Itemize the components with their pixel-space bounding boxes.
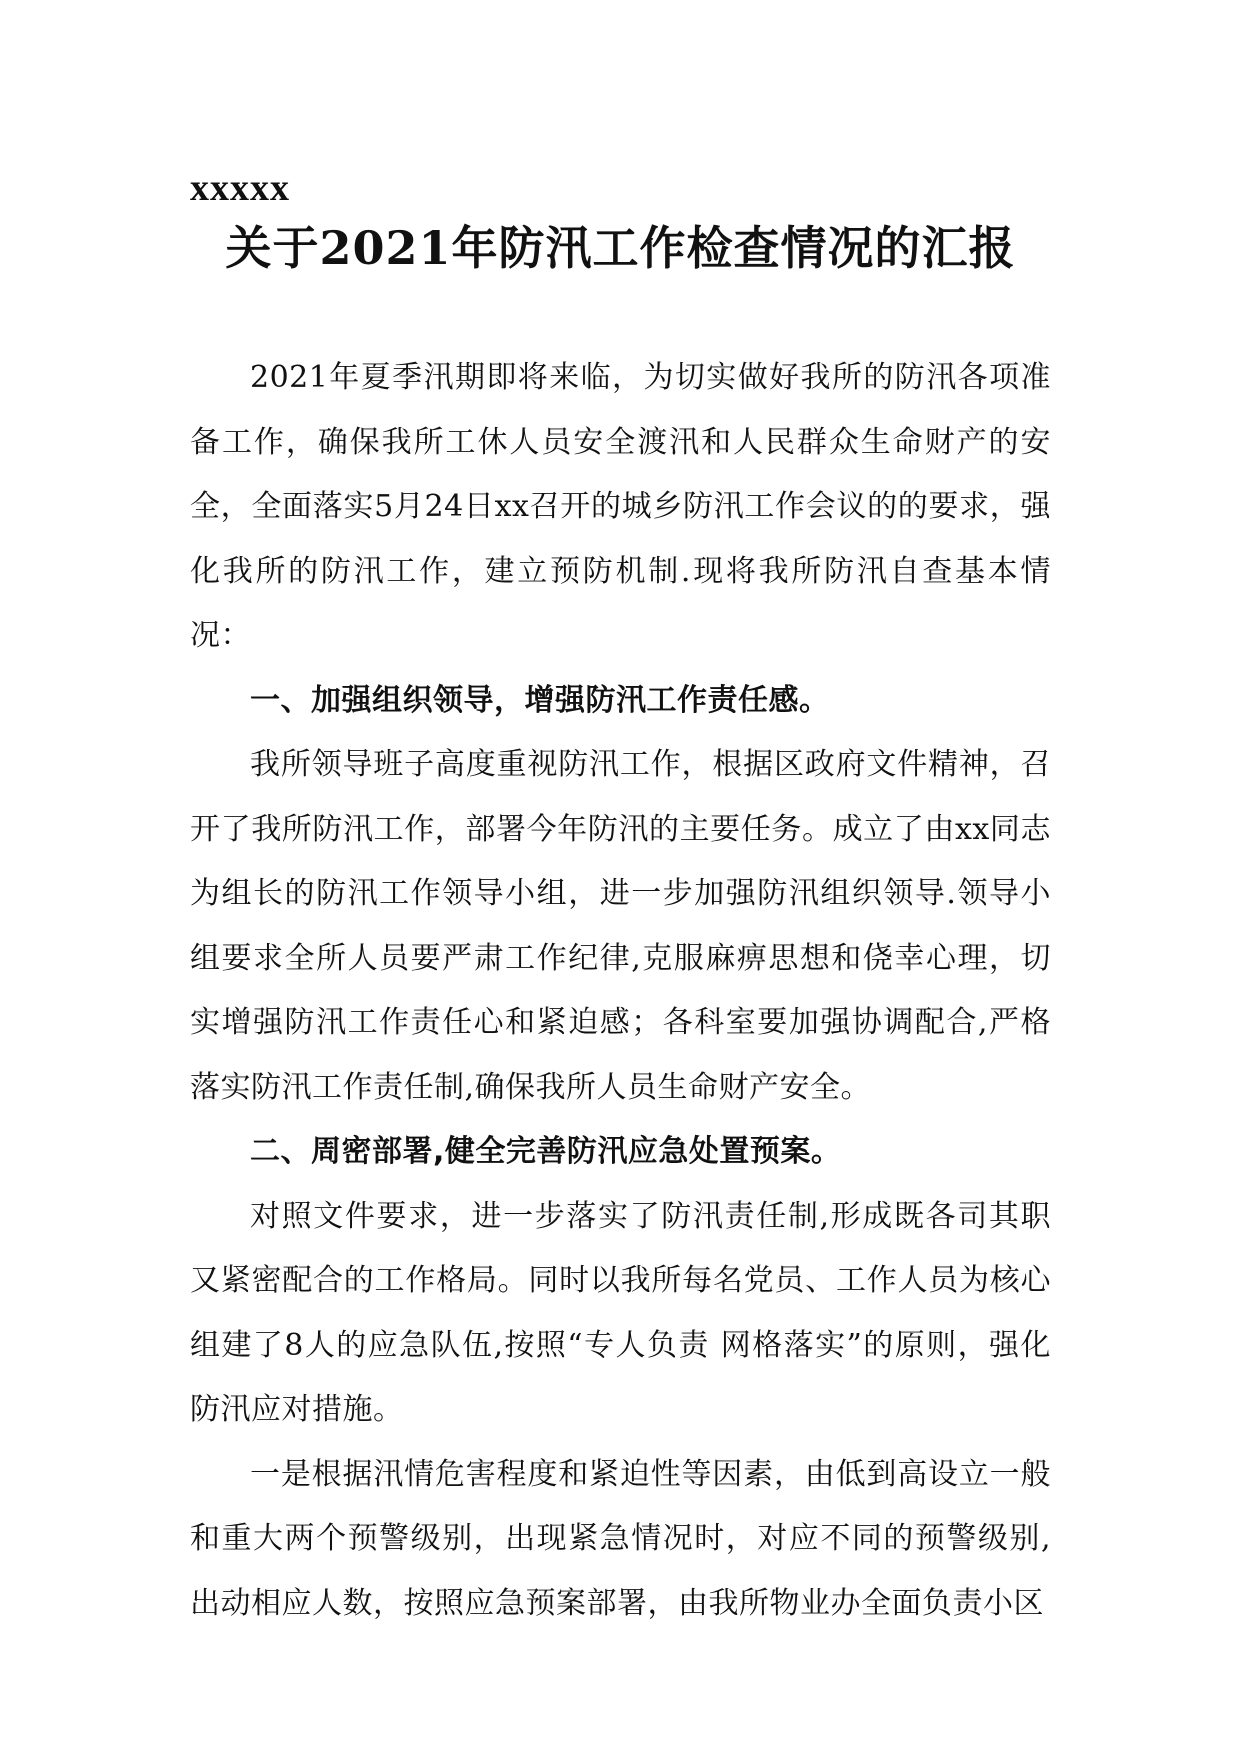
intro-paragraph: 2021年夏季汛期即将来临，为切实做好我所的防汛各项准备工作，确保我所工休人员安全渡汛和人民群众生命财产的安全，全面落实5月24日xx召开的城乡防汛工作会议的的要求，强化我所的防汛工作，建立预防机制.现将我所防汛自查基本情况： [190, 360, 1051, 653]
section-heading-2: 二、周密部署,健全完善防汛应急处置预案。 [250, 1134, 842, 1169]
section-heading-1: 一、加强组织领导，增强防汛工作责任感。 [250, 682, 830, 718]
document-title: 关于2021年防汛工作检查情况的汇报 [225, 221, 1016, 275]
organization-name: xxxxx [190, 167, 290, 209]
section-2-paragraph: 对照文件要求，进一步落实了防汛责任制,形成既各司其职又紧密配合的工作格局。同时以我所每名党员、工作人员为核心组建了8人的应急队伍,按照“专人负责 网格落实”的原则，强化防汛应对措施。 [190, 1198, 1051, 1427]
document-body [190, 346, 1051, 1636]
section-1-paragraph: 我所领导班子高度重视防汛工作，根据区政府文件精神，召开了我所防汛工作，部署今年防汛的主要任务。成立了由xx同志为组长的防汛工作领导小组，进一步加强防汛组织领导.领导小组要求全所人员要严肃工作纪律,克服麻痹思想和侥幸心理，切实增强防汛工作责任心和紧迫感；各科室要加强协调配合,严格落实防汛工作责任制,确保我所人员生命财产安全。 [190, 747, 1051, 1105]
section-2-paragraph-2: 一是根据汛情危害程度和紧迫性等因素，由低到高设立一般和重大两个预警级别，出现紧急情况时，对应不同的预警级别,出动相应人数，按照应急预案部署，由我所物业办全面负责小区 [190, 1456, 1051, 1621]
